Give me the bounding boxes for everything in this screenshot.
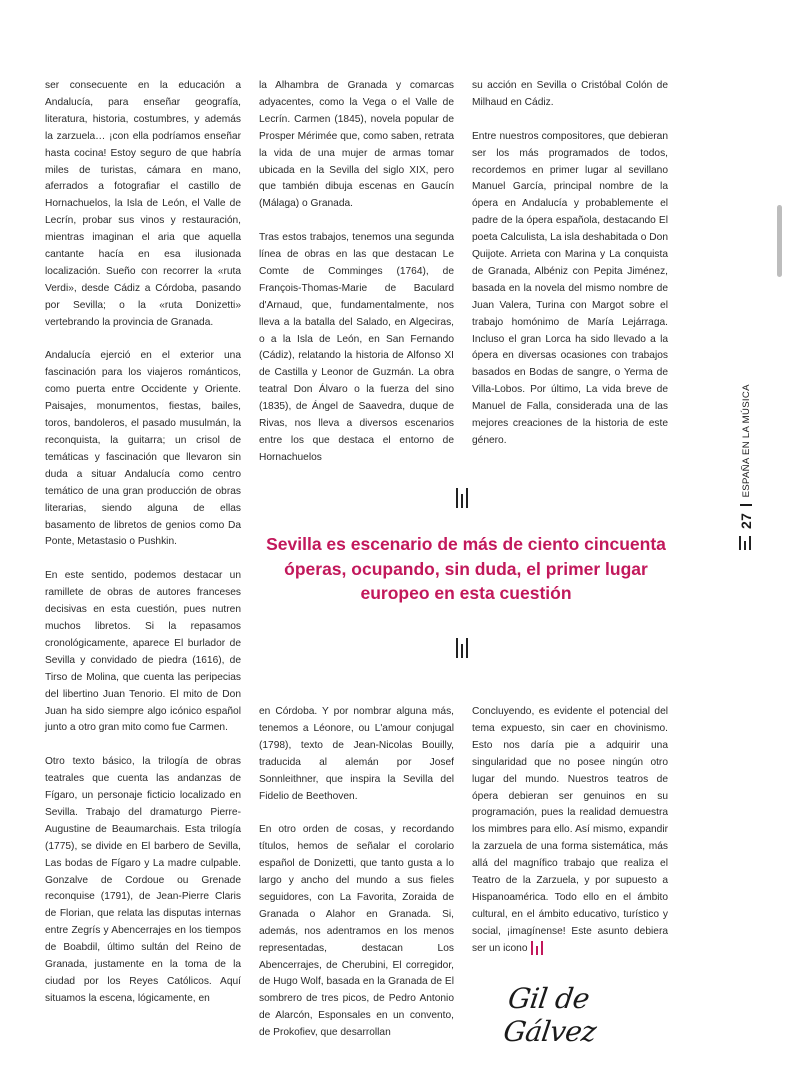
page-side-label bbox=[728, 380, 764, 580]
paragraph bbox=[472, 704, 668, 958]
paragraph: Tras estos trabajos, tenemos una segunda línea de obras en las que destacan Le Comte de Comminges (1764), de François-Thomas-Marie de Baculard d'Arnaud, que, fundamentalmente, nos lleva a la batalla del Salado, en Algeciras, o a la Isla de León, en San Fernando (Cádiz), relatando la historia de Alfonso XI de Castilla y Leonor de Guzmán. La obra teatral Don Álvaro o la fuerza del sino (1835), de Ángel de Saavedra, duque de Rivas, nos lleva a diversos escenarios entre los que destaca el entorno de Hornachuelos bbox=[259, 232, 454, 463]
paragraph: Andalucía ejerció en el exterior una fascinación para los viajeros románticos, como puerta entre Occidente y Oriente. Paisajes, monumentos, fiestas, bailes, toros, bandoleros, el pasado musulmán, la reconquista, la guitarra; un crisol de temáticas y fascinación que llevaron sin duda a situar Andalucía como centro temático de una gran producción de obras literarias, siendo alguna de ellas basamento de libretos de genios como Da Ponte, Metastasio o Pushkin. bbox=[45, 350, 241, 548]
section-title: ESPAÑA EN LA MÚSICA bbox=[740, 384, 752, 498]
closing-paragraph-text: Concluyendo, es evidente el potencial del tema expuesto, sin caer en chovinismo. Esto nos daría pie a adquirir una singularidad que no posee ningún otro lugar del mundo. Nuestros teatros de ópera debieran ser genuinos en su programación, pues la realidad demuestra los mimbres para ello. Así mismo, expandir la zarzuela de una forma sistemática, más allá del magnífico trabajo que realiza el Teatro de la Zarzuela, y por supuesto a Hispanoamérica. Todo ello en el ámbito cultural, en el ámbito educativo, turístico y social, ¡imagínense! Este asunto debiera ser un icono bbox=[472, 706, 668, 954]
paragraph: ser consecuente en la educación a Andalucía, para enseñar geografía, literatura, historia, costumbres, y además la zarzuela… ¡con ella podríamos enseñar hasta cocina! Estoy seguro de que habría miles de turistas, cámara en mano, aferrados a fotografiar el castillo de Hornachuelos, la Isla de León, el Valle de Lecrín, probar sus vinos y restauración, mientras imaginan el aria que aquella cantante hacía en esa ilusionada localización. Sueño con recorrer la «ruta Verdi», desde Cádiz a Córdoba, pasando por Sevilla; o la «ruta Donizetti» vertebrando la provincia de Granada. bbox=[45, 80, 241, 328]
pull-quote: Sevilla es escenario de más de ciento cincuenta óperas, ocupando, sin duda, el primer lugar europeo en esta cuestión bbox=[266, 534, 666, 603]
paragraph: Entre nuestros compositores, que debieran ser los más programados de todos, recordemos en primer lugar al sevillano Manuel García, principal nombre de la ópera en Andalucía y probablemente el padre de la ópera española, destacando El poeta Calculista, La isla deshabitada o Don Quijote. Arrieta con Marina y La conquista de Granada, Albéniz con Pepita Jiménez, basada en la novela del mismo nombre de Juan Valera, Turina con Margot sobre el trabajo homónimo de María Lejárraga. Incluso el gran Lorca ha sido llevado a la ópera en diversas ocasiones con trabajos basados en Bodas de sangre, o Yerma de Villa-Lobos. Por último, La vida breve de Manuel de Falla, considerada una de las mejores creaciones de la historia de este género. bbox=[472, 130, 668, 447]
bars-icon bbox=[531, 941, 545, 955]
column-3-bottom bbox=[472, 704, 668, 958]
column-2-bottom bbox=[259, 704, 454, 1042]
signature-text: Gil de Gálvez bbox=[501, 982, 599, 1048]
author-signature bbox=[500, 978, 670, 1048]
paragraph: En otro orden de cosas, y recordando títulos, hemos de señalar el corolario español de Donizetti, que tanto gusta a lo largo y ancho del mundo a sus fieles seguidores, con La Favorita, Zoraida de Granada o Alahor en Granada. Si, además, nos adentramos en los menos representadas, destacan Los Abencerrajes, de Cherubini, El corregidor, de Hugo Wolf, basada en la Granada de El sombrero de tres picos, de Pedro Antonio de Alarcón, Esponsales en un convento, de Prokofiev, que desarrollan bbox=[259, 824, 454, 1039]
section-bars-icon bbox=[739, 536, 753, 550]
paragraph: la Alhambra de Granada y comarcas adyacentes, como la Vega o el Valle de Lecrín. Carmen (1845), novela popular de Prosper Mérimée que, como saben, retrata la vida de una mujer de armas tomar ubicada en la Sevilla del siglo XIX, pero que también dibuja escenas en Gaucín (Málaga) o Granada. bbox=[259, 80, 454, 210]
column-2-top bbox=[259, 78, 454, 467]
separator-bar bbox=[740, 504, 752, 505]
paragraph: En este sentido, podemos destacar un ramillete de obras de autores franceses decisivas en esta cuestión, pues nutren muchos libretos. Si la repasamos cronológicamente, aparece El burlador de Sevilla y convidado de piedra (1616), de Tirso de Molina, que cuenta las peripecias del libertino Juan Tenorio. El mito de Don Juan ha sido siempre algo icónico español junto a otro gran mito como fue Carmen. bbox=[45, 570, 241, 734]
column-3-top bbox=[472, 78, 668, 450]
column-1 bbox=[45, 78, 241, 1008]
paragraph: Otro texto básico, la trilogía de obras teatrales que cuenta las andanzas de Fígaro, un personaje ficticio localizado en Sevilla. Trabajo del dramaturgo Pierre-Augustine de Beaumarchais. Esta trilogía (1775), se divide en El barbero de Sevilla, Las bodas de Fígaro y La madre culpable. Gonzalve de Cordoue ou Grenade reconquise (1791), de Jean-Pierre Claris de Florian, que relata las disputas internas entre Zegrís y Abencerrajes en los tiempos de Boabdil, último sultán del Reino de Granada, justamente en la toma de la ciudad por los Reyes Católicos. Aquí situamos la escena, lógicamente, en bbox=[45, 756, 241, 1004]
paragraph: su acción en Sevilla o Cristóbal Colón de Milhaud en Cádiz. bbox=[472, 80, 668, 108]
page-number: 27 bbox=[738, 512, 754, 529]
scrollbar-thumb[interactable] bbox=[777, 205, 782, 277]
divider-bars-icon bbox=[456, 636, 472, 658]
paragraph: en Córdoba. Y por nombrar alguna más, tenemos a Léonore, ou L'amour conjugal (1798), texto de Jean-Nicolas Bouilly, traducida al alemán por Josef Sonnleithner, que inspira la Sevilla del Fidelio de Beethoven. bbox=[259, 706, 454, 802]
divider-bars-icon bbox=[456, 486, 472, 508]
